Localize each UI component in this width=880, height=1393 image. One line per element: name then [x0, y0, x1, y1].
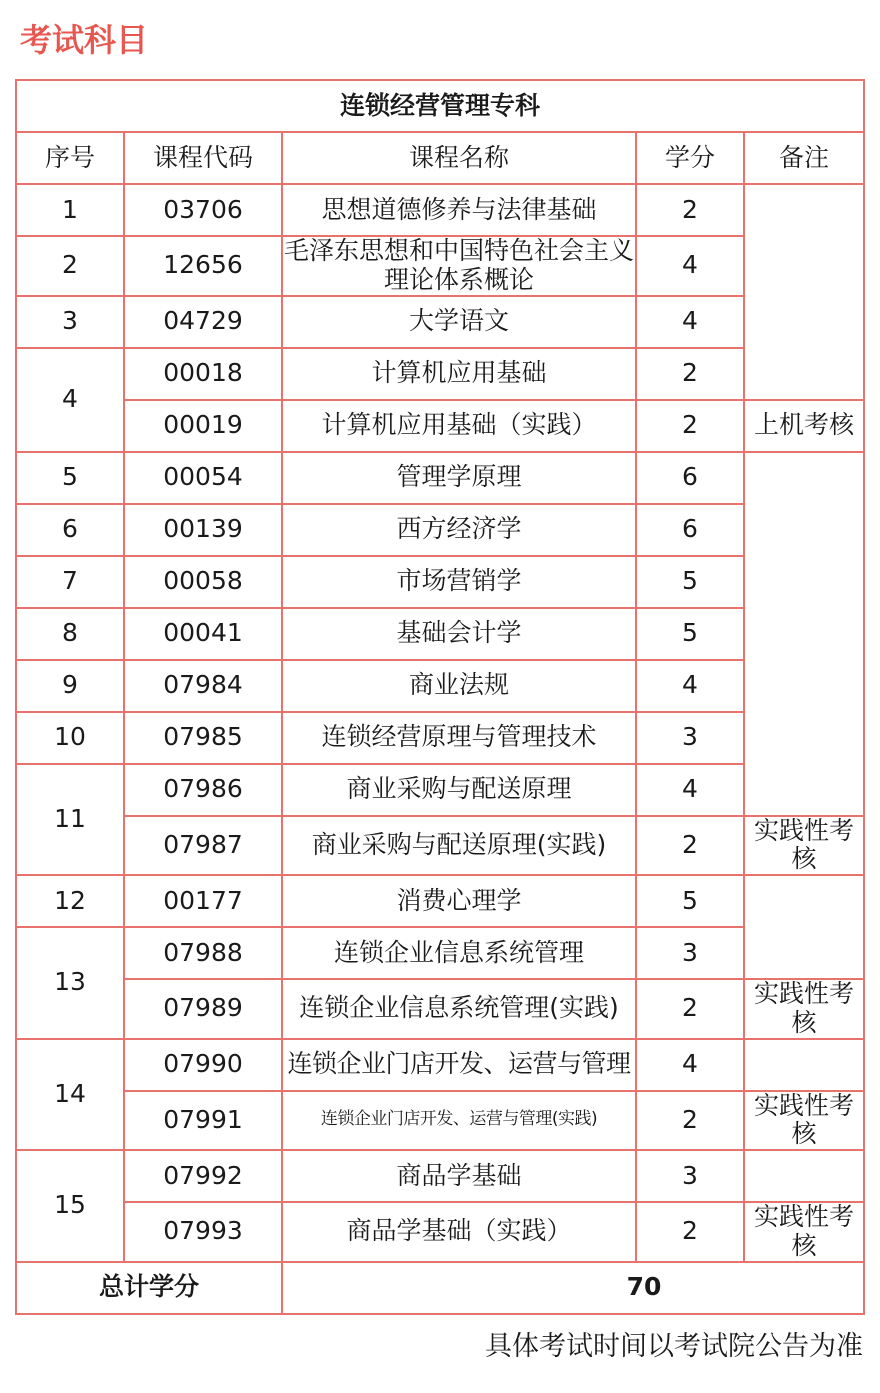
course-credit: 6: [636, 504, 744, 556]
course-name: 连锁企业门店开发、运营与管理: [282, 1039, 636, 1091]
table-row: [16, 452, 864, 504]
course-name: 大学语文: [282, 296, 636, 348]
table-row: [16, 348, 864, 400]
page-heading: 考试科目: [20, 21, 149, 59]
course-name: 连锁企业信息系统管理(实践): [282, 979, 636, 1039]
course-code: 00139: [124, 504, 282, 556]
course-name: 连锁企业信息系统管理: [282, 927, 636, 979]
row-no: 7: [16, 556, 124, 608]
note-empty: [744, 452, 864, 816]
row-no: 8: [16, 608, 124, 660]
row-no: 1: [16, 184, 124, 236]
table-row: [16, 875, 864, 927]
table-row: [16, 764, 864, 816]
course-code: 07987: [124, 816, 282, 876]
course-name: 计算机应用基础（实践）: [282, 400, 636, 452]
course-credit: 5: [636, 608, 744, 660]
course-credit: 4: [636, 1039, 744, 1091]
table-row: [16, 236, 864, 296]
course-name: 市场营销学: [282, 556, 636, 608]
table-row: [16, 1039, 864, 1091]
course-note: 实践性考核: [744, 1202, 864, 1262]
course-name: 西方经济学: [282, 504, 636, 556]
course-credit: 2: [636, 1091, 744, 1151]
course-credit: 2: [636, 1202, 744, 1262]
course-credit: 4: [636, 660, 744, 712]
course-credit: 3: [636, 712, 744, 764]
course-note: 实践性考核: [744, 1091, 864, 1151]
header-code: 课程代码: [124, 132, 282, 184]
course-code: 12656: [124, 236, 282, 296]
row-no: 2: [16, 236, 124, 296]
header-name: 课程名称: [282, 132, 636, 184]
course-credit: 3: [636, 927, 744, 979]
table-title: 连锁经营管理专科: [16, 80, 864, 132]
course-name: 基础会计学: [282, 608, 636, 660]
course-code: 07984: [124, 660, 282, 712]
course-name: 连锁经营原理与管理技术: [282, 712, 636, 764]
course-name: 思想道德修养与法律基础: [282, 184, 636, 236]
course-name: 商品学基础: [282, 1150, 636, 1202]
table-header-row: [16, 132, 864, 184]
total-credits-label: 总计学分: [16, 1262, 282, 1314]
row-no: 9: [16, 660, 124, 712]
table-title-row: [16, 80, 864, 132]
row-no: 4: [16, 348, 124, 452]
course-code: 07988: [124, 927, 282, 979]
course-code: 03706: [124, 184, 282, 236]
course-code: 07990: [124, 1039, 282, 1091]
footer-note: 具体考试时间以考试院公告为准: [485, 1331, 863, 1362]
course-name: 管理学原理: [282, 452, 636, 504]
course-credit: 2: [636, 979, 744, 1039]
course-credit: 2: [636, 348, 744, 400]
course-name: 商品学基础（实践）: [282, 1202, 636, 1262]
table-row: [16, 296, 864, 348]
course-credit: 3: [636, 1150, 744, 1202]
course-credit: 2: [636, 816, 744, 876]
row-no: 5: [16, 452, 124, 504]
table-row: [16, 504, 864, 556]
note-empty: [744, 1150, 864, 1202]
course-code: 00058: [124, 556, 282, 608]
total-credits-number: 70: [626, 1272, 662, 1302]
table-row: [16, 979, 864, 1039]
course-credit: 4: [636, 296, 744, 348]
table-row: [16, 1091, 864, 1151]
note-empty: [744, 184, 864, 400]
course-credit: 4: [636, 764, 744, 816]
total-row: [16, 1262, 864, 1314]
note-empty: [744, 875, 864, 979]
course-code: 07991: [124, 1091, 282, 1151]
course-note: 上机考核: [744, 400, 864, 452]
total-credits-value: [282, 1262, 864, 1314]
row-no: 6: [16, 504, 124, 556]
header-no: 序号: [16, 132, 124, 184]
table-row: [16, 712, 864, 764]
exam-subjects-table: [15, 79, 865, 1315]
course-name: 计算机应用基础: [282, 348, 636, 400]
row-no: 13: [16, 927, 124, 1039]
course-code: 07993: [124, 1202, 282, 1262]
course-code: 00054: [124, 452, 282, 504]
course-credit: 2: [636, 400, 744, 452]
course-code: 07985: [124, 712, 282, 764]
course-code: 00019: [124, 400, 282, 452]
row-no: 14: [16, 1039, 124, 1151]
course-code: 00041: [124, 608, 282, 660]
table-row: [16, 556, 864, 608]
course-credit: 2: [636, 184, 744, 236]
course-note: 实践性考核: [744, 816, 864, 876]
course-code: 07986: [124, 764, 282, 816]
course-credit: 6: [636, 452, 744, 504]
row-no: 11: [16, 764, 124, 876]
course-name: 连锁企业门店开发、运营与管理(实践): [282, 1091, 636, 1151]
table-row: [16, 927, 864, 979]
course-credit: 4: [636, 236, 744, 296]
course-credit: 5: [636, 875, 744, 927]
course-name-line: 理论体系概论: [383, 264, 534, 294]
header-note: 备注: [744, 132, 864, 184]
row-no: 3: [16, 296, 124, 348]
row-no: 15: [16, 1150, 124, 1262]
row-no: 12: [16, 875, 124, 927]
course-code: 04729: [124, 296, 282, 348]
course-note: 实践性考核: [744, 979, 864, 1039]
course-name: [282, 236, 636, 296]
course-code: 07989: [124, 979, 282, 1039]
table-row: [16, 184, 864, 236]
course-name: 商业采购与配送原理(实践): [282, 816, 636, 876]
table-row: [16, 816, 864, 876]
table-row: [16, 608, 864, 660]
course-name-line: 毛泽东思想和中国特色社会主义: [283, 236, 634, 265]
course-name: 商业法规: [282, 660, 636, 712]
course-credit: 5: [636, 556, 744, 608]
course-code: 00018: [124, 348, 282, 400]
course-code: 07992: [124, 1150, 282, 1202]
table-row: [16, 660, 864, 712]
row-no: 10: [16, 712, 124, 764]
header-credit: 学分: [636, 132, 744, 184]
table-row: [16, 400, 864, 452]
table-row: [16, 1150, 864, 1202]
course-name: 消费心理学: [282, 875, 636, 927]
course-code: 00177: [124, 875, 282, 927]
table-row: [16, 1202, 864, 1262]
note-empty: [744, 1039, 864, 1091]
course-name: 商业采购与配送原理: [282, 764, 636, 816]
